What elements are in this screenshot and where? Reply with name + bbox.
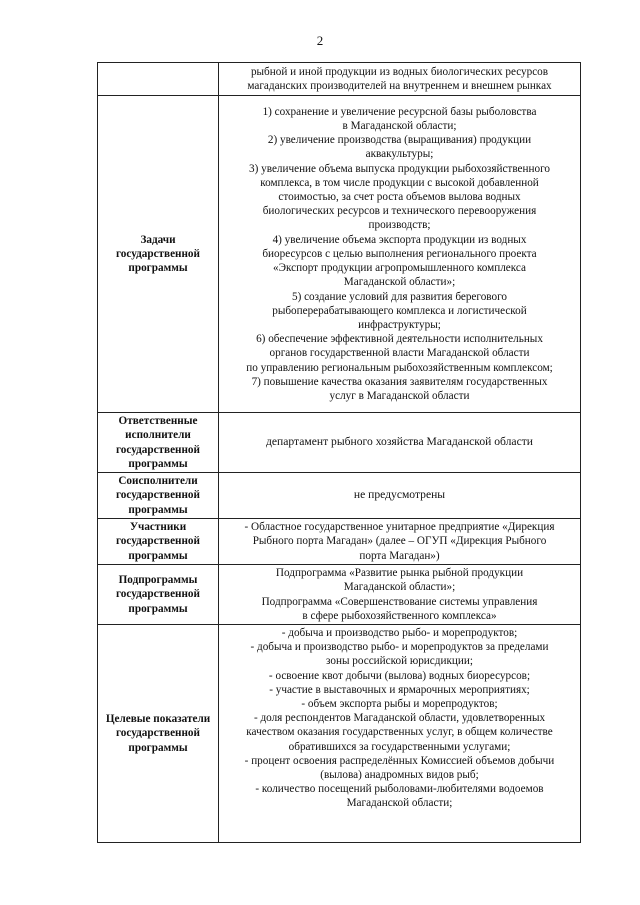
content-line: 2) увеличение производства (выращивания) продукции xyxy=(267,134,532,147)
content-line: производств; xyxy=(368,219,431,232)
content-line: (вылова) анадромных видов рыб; xyxy=(320,769,479,782)
row-label-targets: Целевые показатели государственной программы xyxy=(98,625,219,843)
content-line: 7) повышение качества оказания заявителям государственных xyxy=(251,375,548,388)
content-line: обратившихся за государственными услугами; xyxy=(288,740,511,753)
table-row xyxy=(98,473,581,519)
content-line: зоны российской юрисдикции; xyxy=(326,655,473,668)
content-line: - освоение квот добычи (вылова) водных биоресурсов; xyxy=(268,669,531,682)
content-line: - объем экспорта рыбы и морепродуктов; xyxy=(301,698,498,711)
content-line: биологических ресурсов и технического перевооружения xyxy=(262,205,537,218)
content-line: Магаданской области; xyxy=(346,797,453,810)
content-line: комплекса, в том числе продукции с высокой добавленной xyxy=(260,176,539,189)
content-line: не предусмотрены xyxy=(353,488,446,502)
content-line: магаданских производителей на внутреннем и внешнем рынках xyxy=(247,80,552,92)
content-line: - добыча и производство рыбо- и морепродуктов за пределами xyxy=(250,641,549,654)
content-line: - добыча и производство рыбо- и морепродуктов; xyxy=(281,627,518,639)
row-content-responsible xyxy=(219,413,581,473)
row-label-participants: Участники государственной программы xyxy=(98,519,219,565)
content-line: рыбной и иной продукции из водных биологических ресурсов xyxy=(250,65,549,78)
content-line: Магаданской области»; xyxy=(343,276,456,289)
content-line: Подпрограмма «Совершенствование системы управления xyxy=(261,595,538,608)
table-row xyxy=(98,519,581,565)
content-line: - Областное государственное унитарное предприятие «Дирекция xyxy=(244,521,555,534)
row-label-tasks: Задачи государственной программы xyxy=(98,96,219,413)
row-content-subprograms xyxy=(219,565,581,625)
content-line: 1) сохранение и увеличение ресурсной базы рыболовства xyxy=(262,105,537,118)
table-row xyxy=(98,565,581,625)
content-line: 4) увеличение объема экспорта продукции из водных xyxy=(272,233,527,246)
content-line: качеством оказания государственных услуг, в общем количестве xyxy=(246,726,553,739)
content-line: в Магаданской области; xyxy=(342,120,457,133)
content-line: инфраструктуры; xyxy=(358,318,441,331)
content-line: - участие в выставочных и ярмарочных мероприятиях; xyxy=(269,683,530,696)
content-line: Магаданской области»; xyxy=(343,581,456,594)
content-line: органов государственной власти Магаданской области xyxy=(269,347,530,360)
program-passport-table xyxy=(97,62,581,843)
content-line: порта Магадан») xyxy=(359,549,440,562)
row-label-responsible: Ответственные исполнители государственной программы xyxy=(98,413,219,473)
content-line: Рыбного порта Магадан» (далее – ОГУП «Дирекция Рыбного xyxy=(252,535,547,548)
content-line: биоресурсов с целью выполнения регионального проекта xyxy=(262,247,537,260)
content-line: департамент рыбного хозяйства Магаданской области xyxy=(266,435,533,449)
content-line: услуг в Магаданской области xyxy=(329,389,470,402)
row-label-co-executors: Соисполнители государственной программы xyxy=(98,473,219,519)
table-row xyxy=(98,413,581,473)
content-line: Подпрограмма «Развитие рынка рыбной продукции xyxy=(275,567,524,580)
row-label xyxy=(98,63,219,96)
row-content-tasks xyxy=(219,96,581,413)
content-line: «Экспорт продукции агропромышленного комплекса xyxy=(273,262,526,275)
table-row xyxy=(98,625,581,843)
content-line: - процент освоения распределённых Комиссией объемов добычи xyxy=(244,754,555,767)
row-content-targets xyxy=(219,625,581,843)
row-content-goal-continued xyxy=(219,63,581,96)
content-line: 3) увеличение объема выпуска продукции рыбохозяйственного xyxy=(249,162,550,175)
content-line: 5) создание условий для развития берегового xyxy=(291,290,508,303)
content-line: по управлению региональным рыбохозяйственным комплексом; xyxy=(246,361,553,374)
page-number: 2 xyxy=(316,33,324,48)
content-line: в сфере рыбохозяйственного комплекса» xyxy=(302,609,497,622)
row-content-co-executors xyxy=(219,473,581,519)
content-line: стоимостью, за счет роста объемов вылова водных xyxy=(278,191,521,204)
row-content-participants xyxy=(219,519,581,565)
row-label-subprograms: Подпрограммы государственной программы xyxy=(98,565,219,625)
table-row xyxy=(98,96,581,413)
content-line: - доля респондентов Магаданской области, удовлетворенных xyxy=(253,712,546,725)
content-line: - количество посещений рыболовами-любителями водоемов xyxy=(255,783,544,796)
content-line: 6) обеспечение эффективной деятельности исполнительных xyxy=(256,333,543,346)
content-line: аквакультуры; xyxy=(365,148,434,161)
table-row xyxy=(98,63,581,96)
content-line: рыбоперерабатывающего комплекса и логистической xyxy=(272,304,527,317)
